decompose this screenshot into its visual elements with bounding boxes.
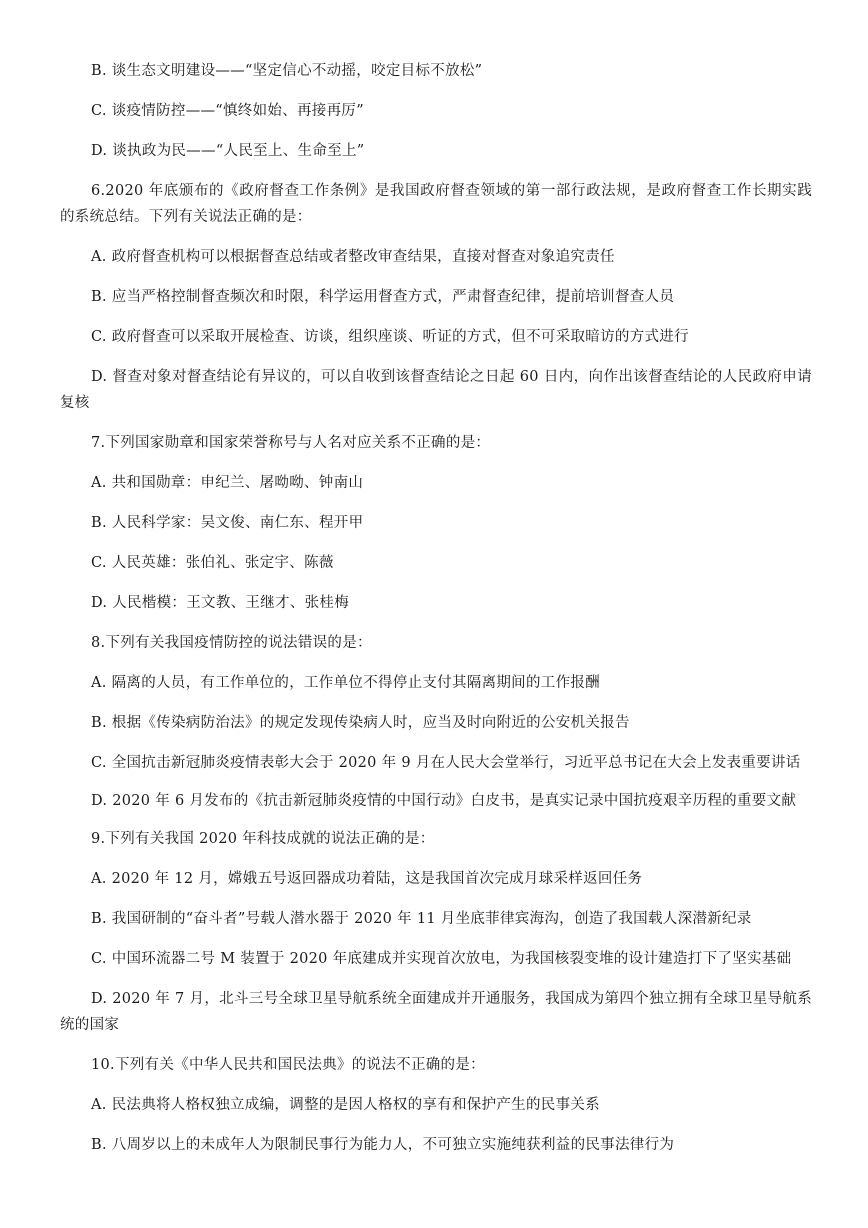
question-6: 6.2020 年底颁布的《政府督查工作条例》是我国政府督查领域的第一部行政法规，是政府督查工作长期实践的系统总结。下列有关说法正确的是： [60, 183, 812, 225]
option-6a: A. 政府督查机构可以根据督查总结或者整改审查结果，直接对督查对象追究责任 [91, 249, 615, 265]
option-8d: D. 2020 年 6 月发布的《抗击新冠肺炎疫情的中国行动》白皮书，是真实记录中国抗疫艰辛历程的重要文献 [91, 793, 797, 809]
option-5d: D. 谈执政为民——“人民至上、生命至上” [91, 143, 365, 159]
option-10a: A. 民法典将人格权独立成编，调整的是因人格权的享有和保护产生的民事关系 [91, 1097, 600, 1113]
option-7d: D. 人民楷模：王文教、王继才、张桂梅 [91, 595, 350, 611]
question-8: 8.下列有关我国疫情防控的说法错误的是： [91, 635, 372, 651]
document-body [60, 58, 812, 1158]
option-9c: C. 中国环流器二号 M 装置于 2020 年底建成并实现首次放电，为我国核裂变堆的设计建造打下了坚实基础 [91, 951, 792, 967]
option-8a: A. 隔离的人员，有工作单位的，工作单位不得停止支付其隔离期间的工作报酬 [91, 675, 600, 691]
option-5c: C. 谈疫情防控——“慎终如始、再接再厉” [91, 103, 364, 119]
option-6b: B. 应当严格控制督查频次和时限，科学运用督查方式，严肃督查纪律，提前培训督查人员 [91, 289, 675, 305]
option-8c: C. 全国抗击新冠肺炎疫情表彰大会于 2020 年 9 月在人民大会堂举行，习近平总书记在大会上发表重要讲话 [91, 755, 801, 771]
option-10b: B. 八周岁以上的未成年人为限制民事行为能力人，不可独立实施纯获利益的民事法律行为 [91, 1137, 675, 1153]
option-9b: B. 我国研制的“奋斗者”号载人潜水器于 2020 年 11 月坐底菲律宾海沟，创造了我国载人深潜新纪录 [91, 911, 752, 927]
question-7: 7.下列国家勋章和国家荣誉称号与人名对应关系不正确的是： [91, 435, 491, 451]
option-6c: C. 政府督查可以采取开展检查、访谈，组织座谈、听证的方式，但不可采取暗访的方式进行 [91, 329, 689, 345]
option-6d: D. 督查对象对督查结论有异议的，可以自收到该督查结论之日起 60 日内，向作出该督查结论的人民政府申请复核 [60, 369, 812, 411]
option-7b: B. 人民科学家：吴文俊、南仁东、程开甲 [91, 515, 364, 531]
option-7a: A. 共和国勋章：申纪兰、屠呦呦、钟南山 [91, 475, 364, 491]
question-10: 10.下列有关《中华人民共和国民法典》的说法不正确的是： [91, 1057, 485, 1073]
option-9d: D. 2020 年 7 月，北斗三号全球卫星导航系统全面建成并开通服务，我国成为第四个独立拥有全球卫星导航系统的国家 [60, 991, 812, 1033]
option-9a: A. 2020 年 12 月，嫦娥五号返回器成功着陆，这是我国首次完成月球采样返回任务 [91, 871, 643, 887]
option-8b: B. 根据《传染病防治法》的规定发现传染病人时，应当及时向附近的公安机关报告 [91, 715, 630, 731]
question-9: 9.下列有关我国 2020 年科技成就的说法正确的是： [91, 831, 435, 847]
option-7c: C. 人民英雄：张伯礼、张定宇、陈薇 [91, 555, 334, 571]
option-5b: B. 谈生态文明建设——“坚定信心不动摇，咬定目标不放松” [91, 63, 483, 79]
